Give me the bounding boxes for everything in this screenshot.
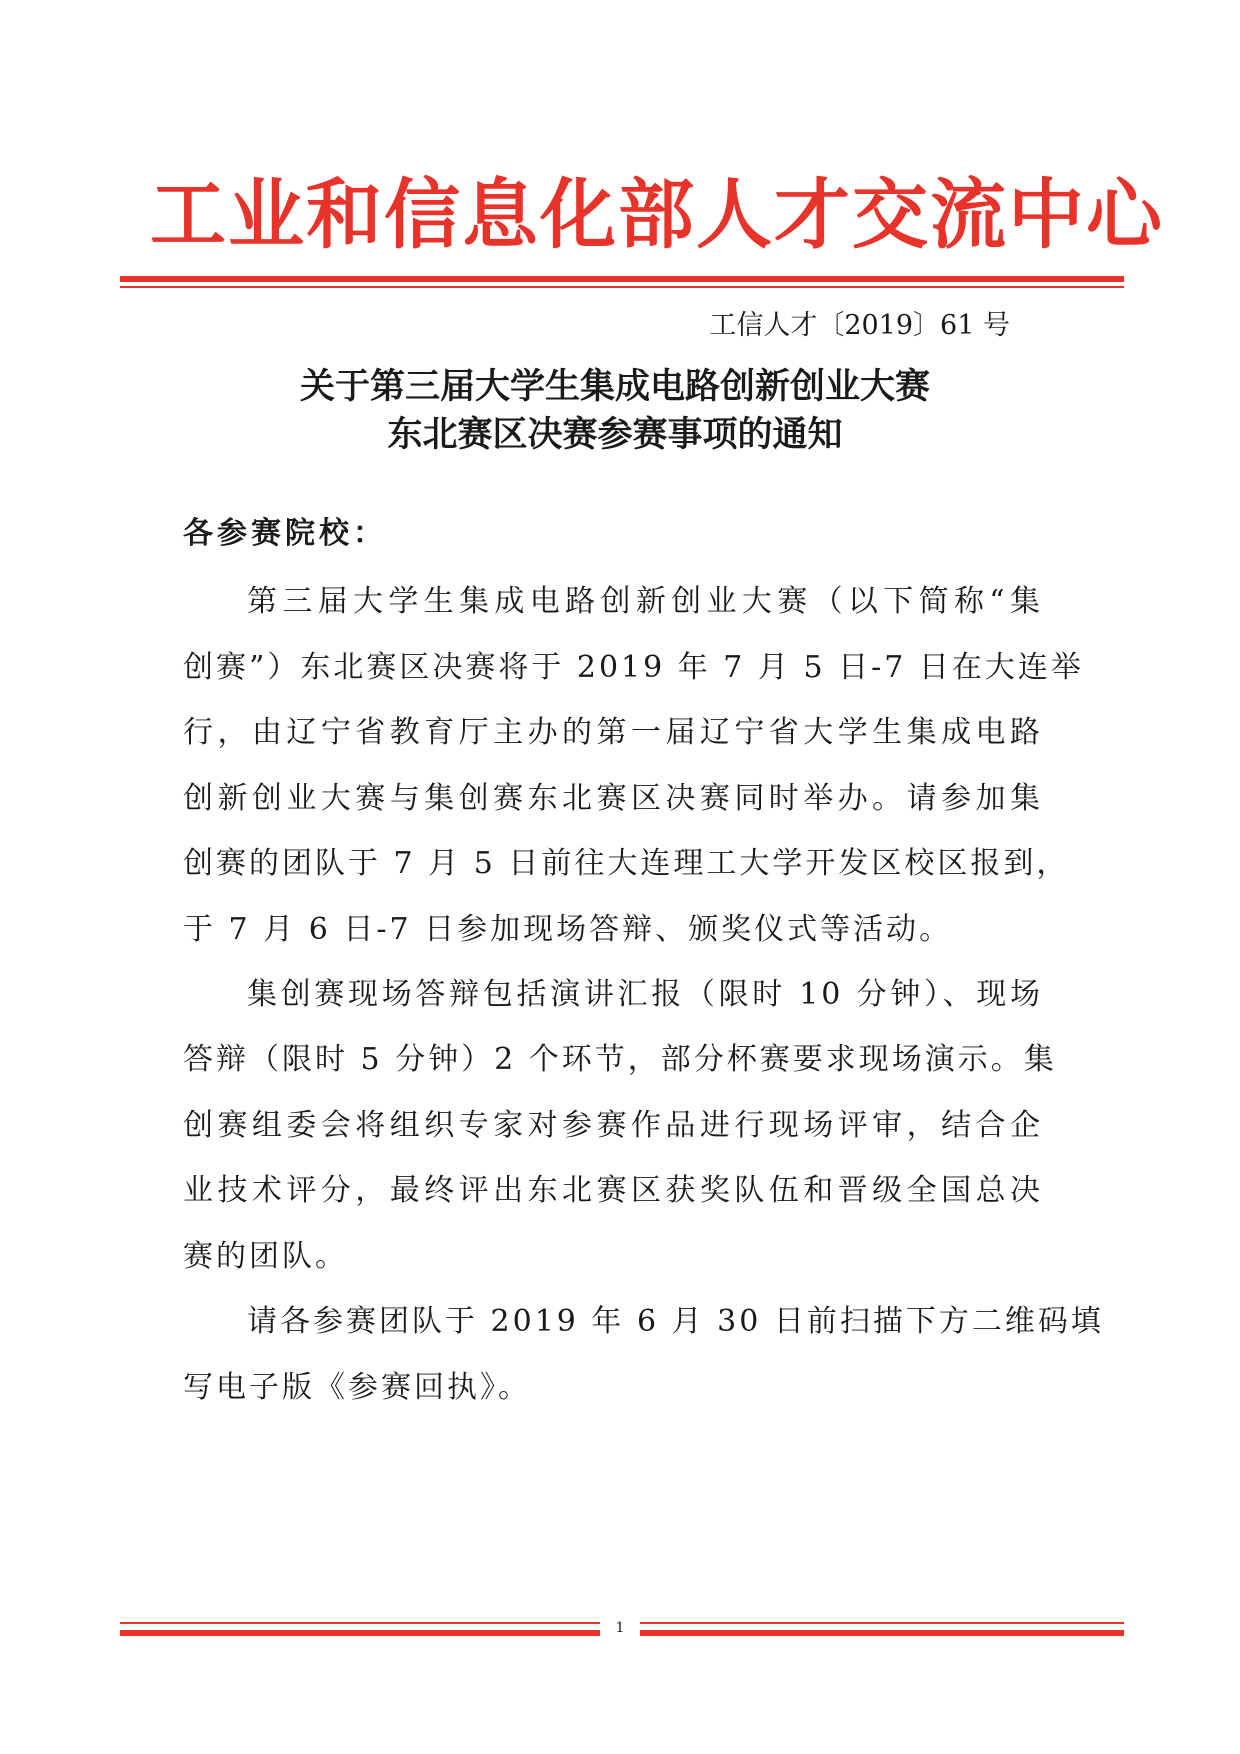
paragraph-2-line-5: 赛的团队。 — [183, 1239, 348, 1274]
document-title-line-1: 关于第三届大学生集成电路创新创业大赛 — [299, 367, 930, 407]
header-rule-thick — [120, 276, 1124, 282]
paragraph-2-line-1: 集创赛现场答辩包括演讲汇报（限时 10 分钟）、现场 — [247, 977, 1043, 1012]
masthead-organization: 工业和信息化部人才交流中心 — [150, 170, 1164, 259]
document-title-line-2: 东北赛区决赛参赛事项的通知 — [387, 415, 843, 455]
paragraph-1-line-6: 于 7 月 6 日-7 日参加现场答辩、颁奖仪式等活动。 — [183, 912, 953, 947]
paragraph-1-line-2: 创赛”）东北赛区决赛将于 2019 年 7 月 5 日-7 日在大连举 — [183, 650, 1084, 685]
paragraph-3-line-2: 写电子版《参赛回执》。 — [183, 1370, 531, 1405]
paragraph-2-line-4: 业技术评分，最终评出东北赛区获奖队伍和晋级全国总决 — [183, 1173, 1043, 1208]
header-rule-thin — [120, 286, 1124, 288]
page-number: 1 — [600, 1620, 640, 1636]
paragraph-3-line-1: 请各参赛团队于 2019 年 6 月 30 日前扫描下方二维码填 — [247, 1304, 1104, 1339]
paragraph-1-line-1: 第三届大学生集成电路创新创业大赛（以下简称“集 — [247, 584, 1043, 619]
paragraph-1-line-5: 创赛的团队于 7 月 5 日前往大连理工大学开发区校区报到， — [183, 846, 1070, 881]
paragraph-1-line-4: 创新创业大赛与集创赛东北赛区决赛同时举办。请参加集 — [183, 781, 1043, 816]
salutation: 各参赛院校： — [183, 516, 387, 551]
paragraph-1-line-3: 行，由辽宁省教育厅主办的第一届辽宁省大学生集成电路 — [183, 715, 1043, 750]
paragraph-2-line-2: 答辩（限时 5 分钟）2 个环节，部分杯赛要求现场演示。集 — [183, 1042, 1057, 1077]
paragraph-2-line-3: 创赛组委会将组织专家对参赛作品进行现场评审，结合企 — [183, 1108, 1043, 1143]
document-number: 工信人才〔2019〕61 号 — [709, 310, 1010, 341]
